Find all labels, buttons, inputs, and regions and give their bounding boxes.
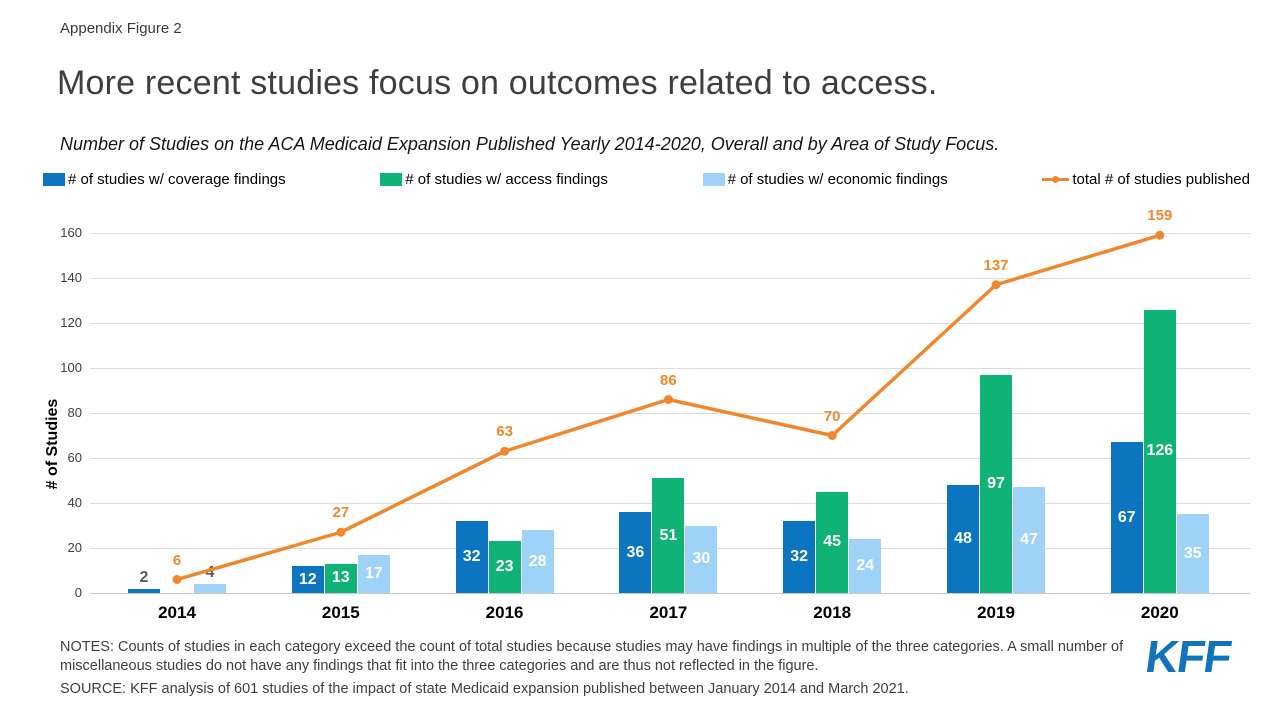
y-tick-label: 60 (67, 450, 82, 465)
y-tick-label: 100 (60, 360, 82, 375)
x-axis-label-2017: 2017 (649, 603, 688, 622)
total-value-label: 137 (983, 256, 1009, 274)
bar-value-label: 12 (298, 570, 317, 588)
x-axis-label-2014: 2014 (158, 603, 196, 622)
legend-item-3 (703, 171, 948, 188)
bar-value-label: 47 (1020, 531, 1038, 549)
chart-subtitle: Number of Studies on the ACA Medicaid Expansion Published Yearly 2014-2020, Overall and by Area of Study Focus. (60, 134, 1000, 154)
legend-line-marker-icon (1042, 173, 1069, 186)
line-point (1155, 231, 1164, 240)
x-axis-label-2018: 2018 (813, 603, 852, 622)
x-axis-label-2019: 2019 (977, 603, 1015, 622)
y-tick-label: 160 (60, 225, 82, 240)
total-value-label: 63 (496, 423, 513, 441)
y-tick-label: 120 (60, 315, 82, 330)
y-tick-label: 20 (67, 540, 82, 555)
legend-label: total # of studies published (1072, 171, 1250, 188)
legend-label: # of studies w/ coverage findings (68, 171, 286, 188)
line-point (664, 395, 673, 404)
bar-value-label: 24 (856, 557, 875, 574)
legend-label: # of studies w/ access findings (405, 171, 608, 188)
bar-value-label: 32 (790, 548, 809, 565)
bar-value-label: 45 (823, 533, 842, 551)
legend-label: # of studies w/ economic findings (727, 171, 948, 188)
legend-swatch-icon (703, 173, 725, 186)
line-point (828, 431, 837, 440)
page-title: More recent studies focus on outcomes related to access. (57, 64, 938, 102)
legend-item-1 (43, 171, 286, 188)
bar-value-label: 35 (1183, 544, 1202, 562)
legend-swatch-icon (380, 173, 402, 186)
bar-value-label: 97 (987, 474, 1005, 492)
y-axis-title: # of Studies (44, 398, 61, 490)
bar-value-label: 23 (495, 558, 514, 576)
y-tick-label: 0 (74, 585, 82, 600)
bar-value-label: 126 (1146, 442, 1174, 460)
bar-value-label: 30 (692, 550, 711, 568)
bar-value-label: 32 (462, 548, 481, 565)
bar-value-label: 48 (954, 530, 972, 547)
 (1052, 176, 1059, 183)
bar-value-label: 4 (205, 564, 215, 581)
bar-value-label: 17 (364, 564, 383, 582)
total-value-label: 70 (823, 407, 841, 425)
y-tick-label: 140 (60, 270, 82, 285)
x-axis-label-2015: 2015 (321, 603, 360, 622)
total-value-label: 86 (660, 371, 677, 389)
legend-item-total (1042, 171, 1250, 188)
line-point (173, 575, 182, 584)
bar-value-label: 51 (659, 526, 678, 544)
bar-value-label: 36 (626, 543, 645, 561)
kff-logo: KFF (1142, 631, 1235, 682)
chart-legend (43, 171, 1250, 188)
bar-value-label: 2 (139, 568, 149, 586)
line-point (500, 447, 509, 456)
x-axis-label-2016: 2016 (485, 603, 524, 622)
total-value-label: 27 (332, 504, 350, 522)
total-studies-line (90, 233, 1250, 593)
chart-plot-area (44, 207, 1250, 622)
notes-text: NOTES: Counts of studies in each category exceed the count of total studies because studies may have findings in multiple of the three categories. A small number of miscellaneous studies do not have any findings that fit into the three categories and are thus not reflected in the figure. (60, 639, 1124, 675)
source-text: SOURCE: KFF analysis of 601 studies of the impact of state Medicaid expansion published between January 2014 and March 2021. (60, 681, 909, 697)
legend-swatch-icon (43, 173, 65, 186)
total-value-label: 6 (172, 551, 182, 569)
legend-item-2 (380, 171, 608, 188)
line-point (336, 528, 345, 537)
bar-value-label: 67 (1117, 508, 1136, 526)
bar-value-label: 13 (331, 569, 350, 587)
y-tick-label: 80 (67, 405, 82, 420)
bar-value-label: 28 (528, 552, 547, 570)
line-point (992, 280, 1001, 289)
figure-label: Appendix Figure 2 (60, 20, 182, 37)
y-tick-label: 40 (67, 495, 82, 510)
x-axis-label-2020: 2020 (1140, 603, 1179, 622)
total-value-label: 159 (1147, 207, 1173, 225)
